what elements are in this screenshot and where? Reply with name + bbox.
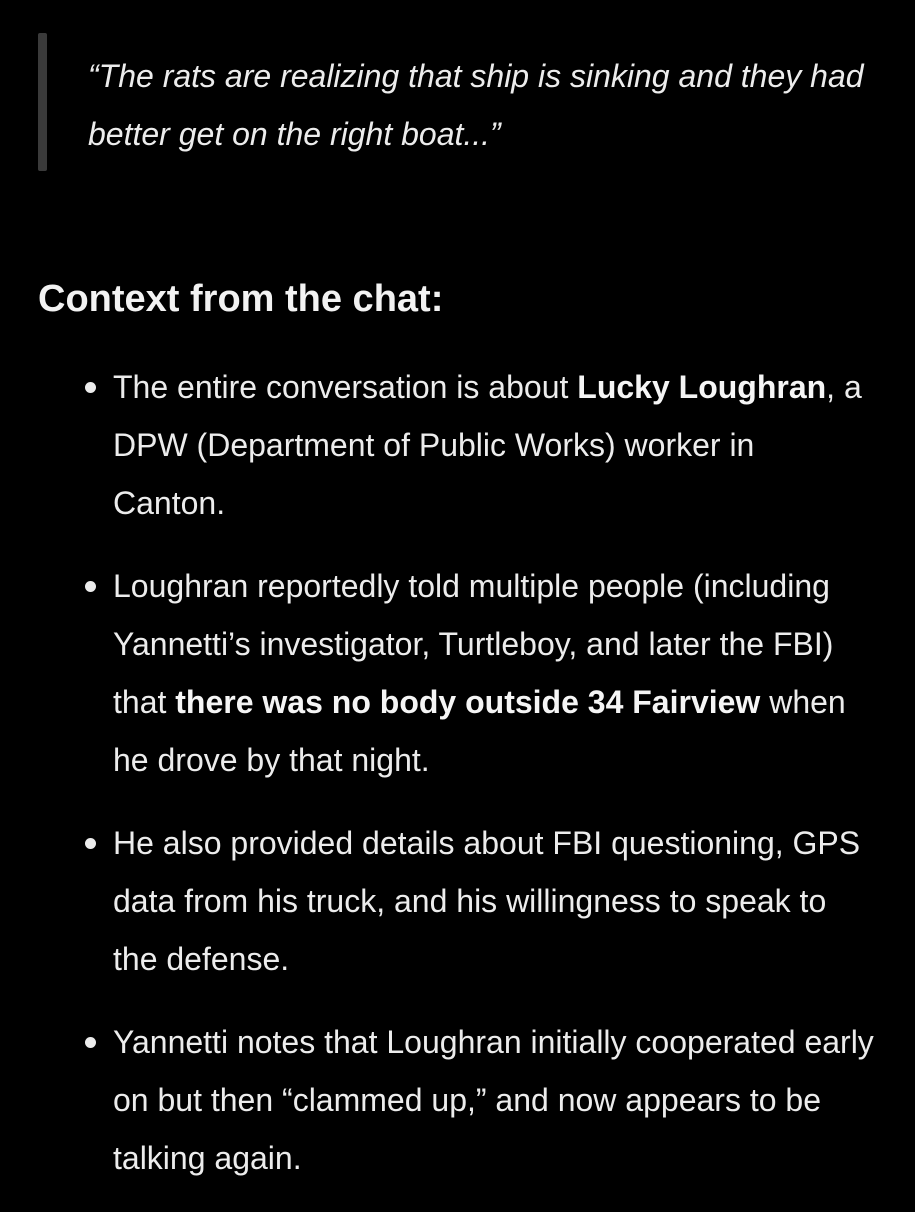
bullet-dot-icon <box>85 1037 96 1048</box>
list-item <box>0 1013 915 1187</box>
bullet-text: Loughran reportedly told multiple people (including Yannetti’s investigator, Turtleboy, and later the FBI) that <box>113 568 834 720</box>
bullet-text: Yannetti notes that Loughran initially cooperated early on but then “clammed up,” and now appears to be talking again. <box>113 1024 874 1176</box>
bullet-list <box>0 358 915 1212</box>
bullet-dot-icon <box>85 382 96 393</box>
blockquote-bar <box>38 33 47 171</box>
section-heading: Context from the chat: <box>38 278 444 320</box>
list-item <box>0 557 915 789</box>
bullet-bold-text: there was no body outside 34 Fairview <box>175 684 761 720</box>
bullet-text: The entire conversation is about <box>113 369 578 405</box>
list-item <box>0 358 915 532</box>
bullet-bold-text: Lucky Loughran <box>577 369 827 405</box>
blockquote <box>38 33 878 171</box>
bullet-dot-icon <box>85 838 96 849</box>
bullet-text: when he drove by that night. <box>113 684 846 778</box>
list-item <box>0 814 915 988</box>
bullet-text: He also provided details about FBI questioning, GPS data from his truck, and his willingness to speak to the defense. <box>113 825 861 977</box>
bullet-dot-icon <box>85 581 96 592</box>
bullet-text: , a DPW (Department of Public Works) worker in Canton. <box>113 369 862 521</box>
quote-text: “The rats are realizing that ship is sinking and they had better get on the right boat...” <box>88 58 864 152</box>
